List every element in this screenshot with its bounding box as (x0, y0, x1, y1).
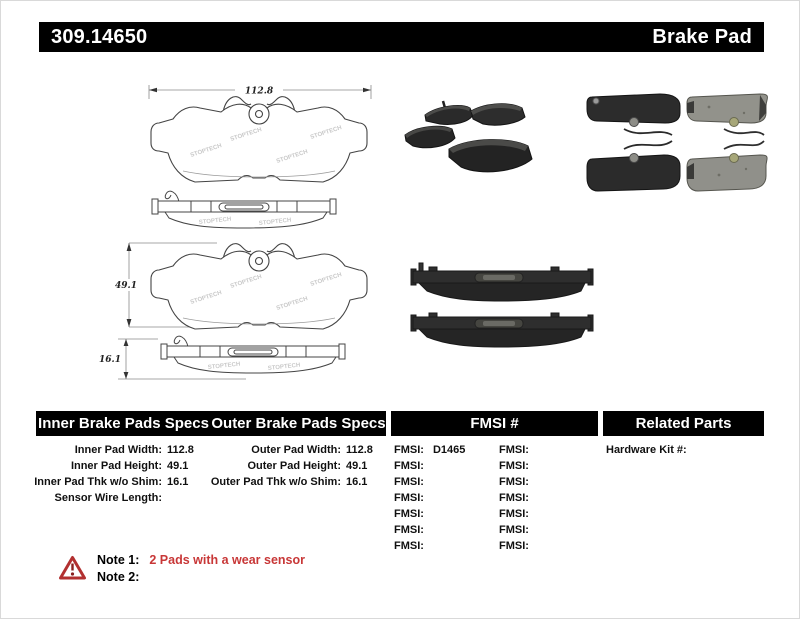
fmsi-column-1 (394, 442, 465, 554)
related-part-row (606, 442, 696, 458)
fmsi-row (499, 506, 538, 522)
svg-text:STOPTECH: STOPTECH (275, 149, 309, 165)
fmsi-row (499, 490, 538, 506)
note-1-text: 2 Pads with a wear sensor (149, 553, 305, 567)
photo-pad-pairs (584, 89, 769, 197)
related-parts-column (606, 442, 696, 458)
specs-header-bar (36, 411, 386, 436)
photo-pads-edge-view (403, 257, 601, 353)
stoptech-watermark: STOPTECH (207, 361, 241, 371)
fmsi-row (499, 458, 538, 474)
fmsi-value: D1465 (432, 444, 466, 456)
related-parts-header: Related Parts (635, 415, 732, 432)
fmsi-row (499, 442, 538, 458)
spec-value: 49.1 (167, 460, 189, 472)
related-part-label: Hardware Kit #: (606, 444, 687, 456)
svg-text:STOPTECH: STOPTECH (229, 127, 263, 143)
pad-front-drawing-width (139, 81, 379, 186)
spec-row (201, 442, 373, 458)
fmsi-row (394, 458, 465, 474)
height-dimension-label: 49.1 (115, 281, 137, 291)
svg-text:STOPTECH: STOPTECH (309, 272, 343, 288)
fmsi-label: FMSI: (499, 524, 529, 536)
photo-pads-angled (399, 93, 577, 189)
fmsi-row (394, 442, 465, 458)
spec-label: Inner Pad Height: (70, 460, 162, 472)
fmsi-label: FMSI: (499, 444, 529, 456)
fmsi-row (394, 490, 465, 506)
fmsi-label: FMSI: (499, 508, 529, 520)
spec-value: 49.1 (346, 460, 368, 472)
fmsi-header: FMSI # (470, 415, 519, 432)
spec-value: 112.8 (167, 444, 194, 456)
spec-row (34, 442, 194, 458)
fmsi-column-2 (499, 442, 538, 554)
spec-row (201, 474, 373, 490)
thickness-dimension-label: 16.1 (99, 355, 121, 365)
spec-row (34, 490, 194, 506)
fmsi-label: FMSI: (499, 492, 529, 504)
svg-text:STOPTECH: STOPTECH (189, 143, 223, 159)
fmsi-row (499, 538, 538, 554)
fmsi-label: FMSI: (499, 460, 529, 472)
title-bar (39, 22, 764, 52)
fmsi-label: FMSI: (394, 508, 424, 520)
stoptech-watermark: STOPTECH (198, 216, 232, 226)
spec-label: Outer Pad Width: (251, 444, 341, 456)
fmsi-header-bar (391, 411, 598, 436)
fmsi-label: FMSI: (394, 524, 424, 536)
fmsi-row (499, 474, 538, 490)
part-number: 309.14650 (51, 25, 148, 48)
fmsi-row (394, 474, 465, 490)
svg-text:STOPTECH: STOPTECH (275, 296, 309, 312)
svg-text:STOPTECH: STOPTECH (189, 290, 223, 306)
svg-text:STOPTECH: STOPTECH (309, 125, 343, 141)
spec-label: Inner Pad Width: (74, 444, 162, 456)
inner-specs-header: Inner Brake Pads Specs (38, 415, 209, 432)
fmsi-row (394, 538, 465, 554)
note-1 (97, 552, 305, 569)
spec-value: 112.8 (346, 444, 373, 456)
fmsi-label: FMSI: (394, 460, 424, 472)
spec-row (201, 458, 373, 474)
width-dimension-label: 112.8 (244, 86, 274, 97)
related-parts-header-bar (603, 411, 764, 436)
spec-value: 16.1 (167, 476, 189, 488)
svg-text:STOPTECH: STOPTECH (229, 274, 263, 290)
pad-edge-drawing-thickness (96, 327, 366, 385)
pad-front-drawing-height (113, 234, 369, 334)
product-type-title: Brake Pad (652, 25, 752, 48)
outer-specs-header: Outer Brake Pads Specs (211, 415, 386, 432)
notes-section (97, 552, 305, 586)
fmsi-label: FMSI: (499, 540, 529, 552)
note-1-label: Note 1: (97, 553, 140, 567)
fmsi-row (499, 522, 538, 538)
spec-label: Sensor Wire Length: (54, 492, 162, 504)
stoptech-watermark: STOPTECH (267, 362, 301, 372)
note-2 (97, 569, 305, 586)
spec-row (34, 458, 194, 474)
pad-edge-drawing-1 (139, 184, 349, 230)
fmsi-row (394, 522, 465, 538)
fmsi-label: FMSI: (394, 444, 424, 456)
spec-label: Inner Pad Thk w/o Shim: (34, 476, 162, 488)
outer-specs-column (201, 442, 373, 490)
spec-row (34, 474, 194, 490)
warning-icon (58, 554, 87, 581)
inner-specs-column (34, 442, 194, 506)
fmsi-row (394, 506, 465, 522)
stoptech-watermark: STOPTECH (258, 217, 292, 227)
spec-label: Outer Pad Height: (247, 460, 341, 472)
fmsi-label: FMSI: (394, 540, 424, 552)
note-2-label: Note 2: (97, 570, 140, 584)
fmsi-label: FMSI: (394, 492, 424, 504)
fmsi-label: FMSI: (499, 476, 529, 488)
spec-value: 16.1 (346, 476, 368, 488)
fmsi-label: FMSI: (394, 476, 424, 488)
spec-label: Outer Pad Thk w/o Shim: (210, 476, 341, 488)
